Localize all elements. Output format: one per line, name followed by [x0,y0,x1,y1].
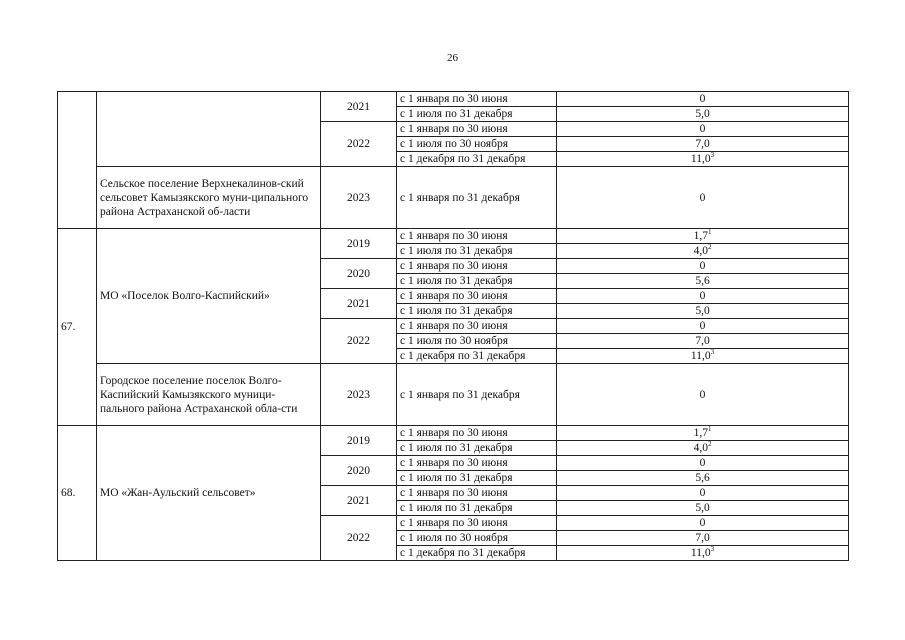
rate-cell: $4,0^2$ [557,441,849,456]
tariff-table [57,91,849,561]
rate-cell: 11,0$^3$ [557,349,849,364]
rate-cell: 5,6 [557,471,849,486]
rate-cell: 5,0 [557,304,849,319]
period-cell: с 1 января по 30 июня [397,426,557,441]
period-cell: с 1 января по 30 июня [397,456,557,471]
period-cell: с 1 июля по 30 ноября [397,334,557,349]
rate-cell: 11,0$^3$ [557,152,849,167]
year-cell: 2021 [321,289,397,319]
row-number-cell: 67. [58,229,97,426]
period-cell: с 1 июля по 31 декабря [397,244,557,259]
year-cell: 2019 [321,229,397,259]
rate-cell: 0 [557,516,849,531]
row-number-cell [58,92,97,229]
period-cell: с 1 января по 30 июня [397,486,557,501]
rate-cell: 0 [557,456,849,471]
municipality-cell [97,92,321,167]
table-row [58,92,849,107]
rate-cell: 7,0 [557,531,849,546]
period-cell: с 1 декабря по 31 декабря [397,349,557,364]
period-cell: с 1 июля по 31 декабря [397,501,557,516]
rate-cell: 7,0 [557,137,849,152]
period-cell: с 1 июля по 31 декабря [397,441,557,456]
year-cell: 2021 [321,486,397,516]
rate-cell: 7,0 [557,334,849,349]
rate-cell: 0 [557,486,849,501]
rate-cell: 5,6 [557,274,849,289]
table-row [58,229,849,244]
table-row [58,364,849,426]
year-cell: 2023 [321,364,397,426]
period-cell: с 1 января по 30 июня [397,319,557,334]
rate-cell: 0 [557,259,849,274]
period-cell: с 1 июля по 31 декабря [397,304,557,319]
period-cell: с 1 января по 30 июня [397,92,557,107]
rate-cell: 0 [557,289,849,304]
period-cell: с 1 января по 30 июня [397,259,557,274]
year-cell: 2022 [321,122,397,167]
settlement-cell: Сельское поселение Верхнекалинов-ский сельсовет Камызякского муни-ципального района Астраханской об-ласти [97,167,321,229]
municipality-cell: МО «Жан-Аульский сельсовет» [97,426,321,561]
rate-cell: 0 [557,92,849,107]
period-cell: с 1 июля по 31 декабря [397,471,557,486]
period-cell: с 1 января по 30 июня [397,516,557,531]
rate-cell: $4,0^2$ [557,244,849,259]
row-number-cell: 68. [58,426,97,561]
period-cell: с 1 июля по 30 ноября [397,137,557,152]
period-cell: с 1 января по 31 декабря [397,167,557,229]
table-row [58,167,849,229]
period-cell: с 1 июля по 31 декабря [397,107,557,122]
municipality-cell: МО «Поселок Волго-Каспийский» [97,229,321,364]
rate-cell: $1,7^1$ [557,229,849,244]
year-cell: 2019 [321,426,397,456]
year-cell: 2021 [321,92,397,122]
rate-cell: 0 [557,167,849,229]
rate-cell: 0 [557,364,849,426]
period-cell: с 1 января по 30 июня [397,229,557,244]
period-cell: с 1 июля по 30 ноября [397,531,557,546]
rate-cell: $1,7^1$ [557,426,849,441]
period-cell: с 1 июля по 31 декабря [397,274,557,289]
period-cell: с 1 января по 30 июня [397,122,557,137]
year-cell: 2020 [321,259,397,289]
period-cell: с 1 января по 31 декабря [397,364,557,426]
year-cell: 2023 [321,167,397,229]
page-number: 26 [447,52,458,64]
year-cell: 2022 [321,319,397,364]
rate-cell: 5,0 [557,107,849,122]
settlement-cell: Городское поселение поселок Волго-Каспийский Камызякского муници-пального района Астраханской обла-сти [97,364,321,426]
rate-cell: 0 [557,122,849,137]
rate-cell: 5,0 [557,501,849,516]
period-cell: с 1 января по 30 июня [397,289,557,304]
table-row [58,426,849,441]
period-cell: с 1 декабря по 31 декабря [397,152,557,167]
rate-cell: 11,0$^3$ [557,546,849,561]
period-cell: с 1 декабря по 31 декабря [397,546,557,561]
year-cell: 2022 [321,516,397,561]
year-cell: 2020 [321,456,397,486]
rate-cell: 0 [557,319,849,334]
